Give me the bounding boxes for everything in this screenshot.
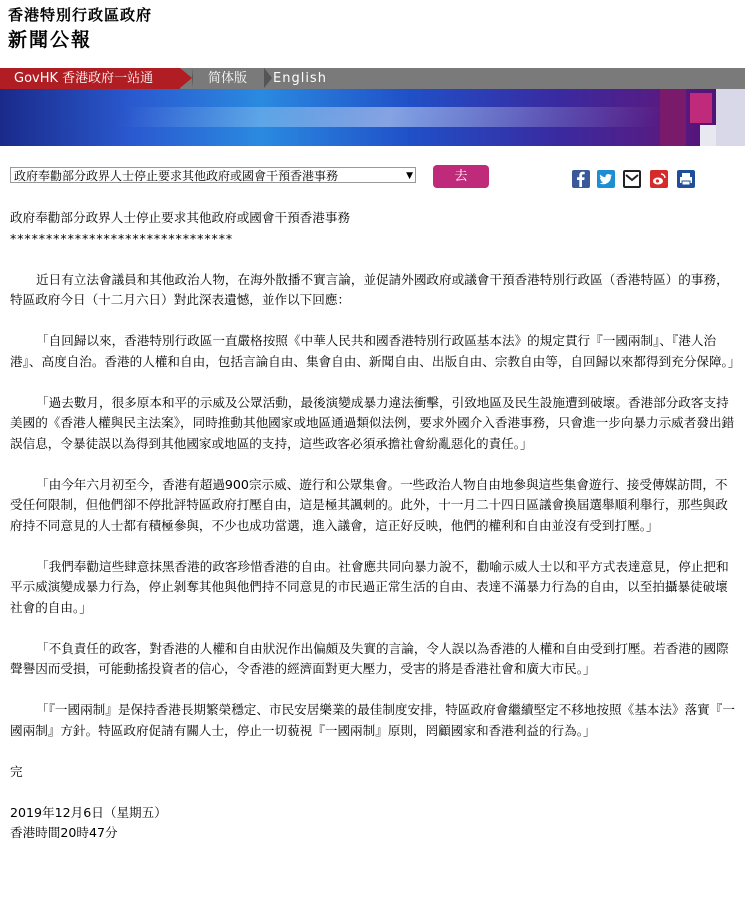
article-select-value: 政府奉勸部分政界人士停止要求其他政府或國會干預香港事務 — [14, 169, 339, 183]
top-nav — [0, 68, 745, 89]
header-banner — [0, 89, 745, 146]
govhk-link[interactable]: GovHK 香港政府一站通 — [14, 71, 154, 86]
article-select[interactable] — [10, 167, 416, 183]
paragraph-quote-1: 「自回歸以來，香港特別行政區一直嚴格按照《中華人民共和國香港特別行政區基本法》的規定貫行『一國兩制』、『港人治港』、高度自治。香港的人權和自由，包括言論自由、集會自由、新聞自由、出版自由、宗教自由等，自回歸以來都得到充分保障。」 — [10, 333, 741, 369]
paragraph-intro: 近日有立法會議員和其他政治人物，在海外散播不實言論，並促請外國政府或議會干預香港特別行政區（香港特區）的事務，特區政府今日（十二月六日）對此深表遺憾，並作以下回應： — [10, 271, 729, 307]
paragraph-quote-5: 「不負責任的政客，對香港的人權和自由狀況作出偏頗及失實的言論，令人誤以為香港的人權和自由受到打壓。若香港的國際聲譽因而受損，可能動搖投資者的信心，令香港的經濟面對更大壓力，受害的將是香港社會和廣大市民。」 — [10, 640, 729, 676]
masthead — [8, 6, 152, 52]
gov-name: 香港特別行政區政府 — [8, 6, 153, 24]
toolbar — [0, 160, 745, 200]
paragraph-quote-4: 「我們奉勸這些肆意抹黑香港的政客珍惜香港的自由。社會應共同向暴力說不，勸喻示威人士以和平方式表達意見，停止把和平示威演變成暴力行為，停止剝奪其他與他們持不同意見的市民過正常生活的自由、表達不滿暴力行為的自由，以至拍攝暴徒破壞社會的自由。」 — [10, 558, 729, 615]
paragraph-quote-3: 「由今年六月初至今，香港有超過900宗示威、遊行和公眾集會。一些政治人物自由地參與這些集會遊行、接受傳媒訪問，不受任何限制，但他們卻不停批評特區政府打壓自由，這是極其諷刺的。此外，十一月二十四日區議會換屆選舉順利舉行，那些與政府持不同意見的人士都有積極參與，不少也成功當選，進入議會，這正好反映，他們的權利和自由並沒有受到打壓。」 — [10, 476, 728, 533]
english-link[interactable]: English — [273, 71, 327, 86]
paragraph-quote-2: 「過去數月，很多原本和平的示威及公眾活動，最後演變成暴力違法衝擊，引致地區及民生設施遭到破壞。香港部分政客支持美國的《香港人權與民主法案》，同時推動其他國家或地區通過類似法例，要求外國介入香港事務，只會進一步向暴力示威者發出錯誤信息，令暴徒誤以為得到其他國家或地區的支持，這些政客必須承擔社會紛亂惡化的責任。」 — [10, 394, 735, 451]
email-icon[interactable] — [623, 170, 641, 188]
facebook-icon[interactable] — [572, 170, 590, 188]
print-icon[interactable] — [677, 170, 695, 188]
go-button[interactable]: 去 — [433, 165, 489, 188]
press-release-body — [10, 208, 741, 844]
weibo-icon[interactable] — [650, 170, 668, 188]
twitter-icon[interactable] — [597, 170, 615, 188]
publication-title: 新聞公報 — [8, 29, 93, 51]
simplified-chinese-link[interactable]: 简体版 — [208, 71, 248, 86]
article-title: 政府奉勸部分政界人士停止要求其他政府或國會干預香港事務 — [10, 210, 351, 225]
release-time: 香港時間20時47分 — [10, 825, 118, 840]
title-divider: ******************************* — [10, 230, 234, 246]
release-date: 2019年12月6日（星期五） — [10, 804, 167, 820]
dropdown-arrow-icon: ▼ — [406, 171, 413, 181]
end-mark: 完 — [10, 763, 23, 779]
paragraph-quote-6: 「『一國兩制』是保持香港長期繁榮穩定、市民安居樂業的最佳制度安排，特區政府會繼續堅定不移地按照《基本法》落實『一國兩制』方針。特區政府促請有關人士，停止一切藐視『一國兩制』原則，罔顧國家和香港利益的行為。」 — [10, 702, 735, 738]
